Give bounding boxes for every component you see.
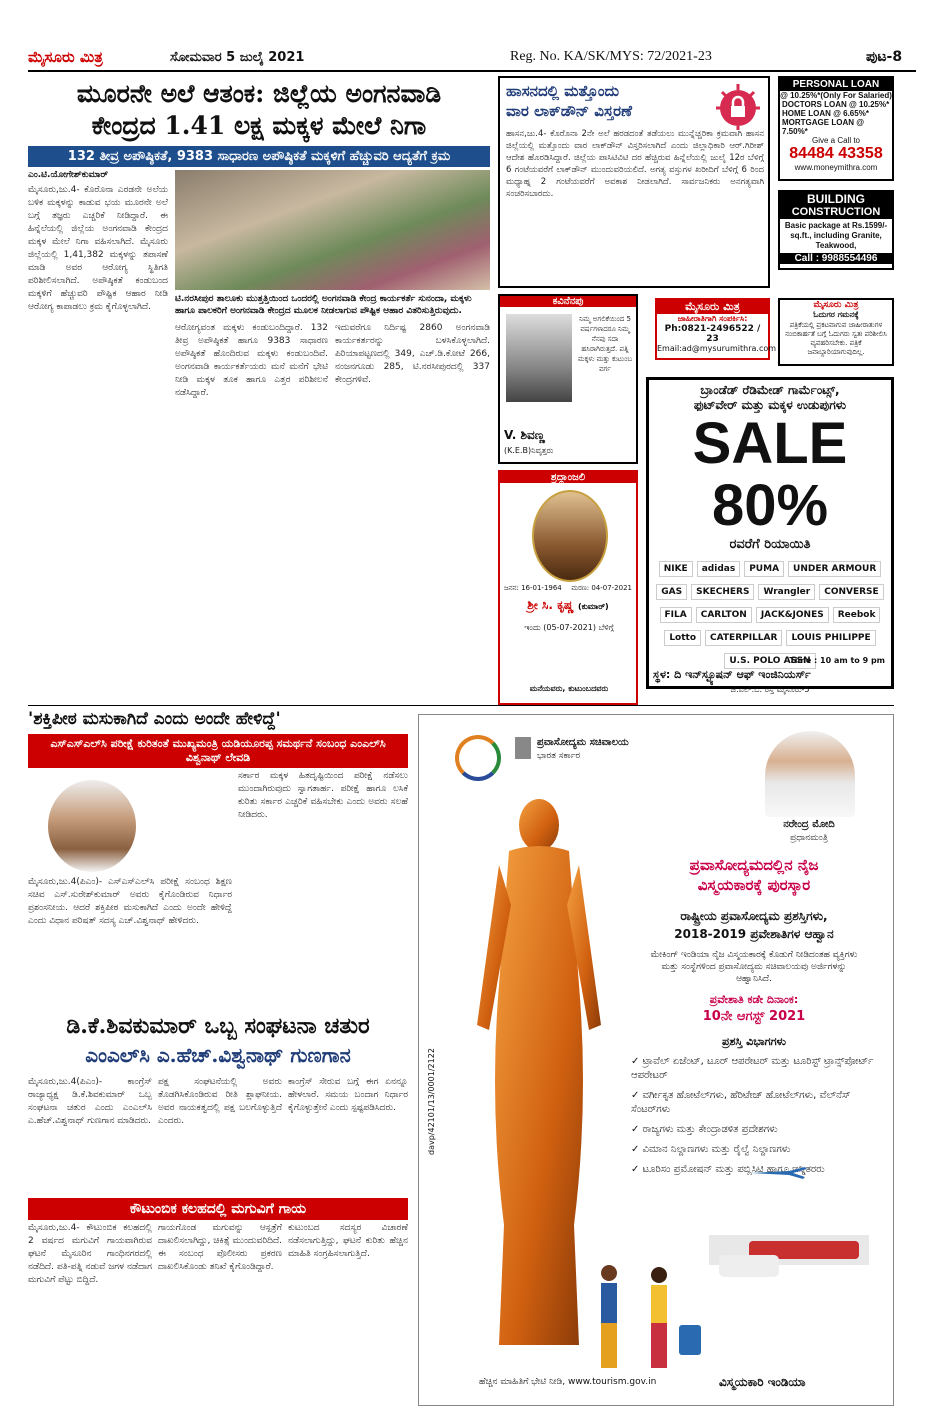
story4-headline: ಕೌಟುಂಬಿಕ ಕಲಹದಲ್ಲಿ ಮಗುವಿಗೆ ಗಾಯ — [28, 1198, 408, 1220]
award-category-item: ✓ ಟೂರಿಸಂ ಪ್ರಮೋಷನ್ ಮತ್ತು ಪಬ್ಲಿಸಿಟಿ ಹಾಗೂ ಇನ್ನಿತರರು — [631, 1164, 825, 1175]
mitra-ad-tagline: ಜಾಹೀರಾತಿಗಾಗಿ ಸಂಪರ್ಕಿಸಿ: — [677, 314, 748, 323]
loan-call-label: Give a Call to — [811, 136, 861, 145]
lead-column-3: ಇದುವರೆಗೂ ನಿರ್ದಿಷ್ಟ 2860 ಅಂಗನವಾಡಿ ಕಾರ್ಯಕರ್ತರನ್ನು ಬಳಸಿಕೊಳ್ಳಲಾಗಿದೆ. ಪಿರಿಯಾಪಟ್ಟಣದಲ್ಲಿ 349, ಎಚ್.ಡಿ.ಕೋಟೆ 266, ನಂಜನಗೂಡು 285, ಟಿ.ನರಸೀಪುರದಲ್ಲಿ 337 ಕೇಂದ್ರಗಳಿವೆ. — [335, 323, 490, 385]
obituary-2-text: ಇಂದು (05-07-2021) ಬೆಳಿಗ್ಗೆ — [524, 623, 614, 632]
loan-home: HOME LOAN @ 6.65%* — [782, 109, 869, 118]
tourism-footer-link[interactable]: ಹೆಚ್ಚಿನ ಮಾಹಿತಿಗೆ ಭೇಟಿ ನೀಡಿ, www.tourism.gov.in — [479, 1377, 657, 1387]
building-body: Basic package at Rs.1599/- sq.ft., including Granite, Teakwood, — [784, 221, 888, 250]
lead-column-2: ಆರೋಗ್ಯವಂತ ಮಕ್ಕಳು ಕಂಡುಬಂದಿದ್ದಾರೆ. 132 ತೀವ್ರ ಅಪೌಷ್ಠಿಕತೆ ಹಾಗೂ 9383 ಸಾಧಾರಣ ಅಪೌಷ್ಠಿಕತೆ ಹೊಂದಿರುವ ಮಕ್ಕಳು ಕಂಡುಬಂದಿವೆ. ಅಂಗನವಾಡಿ ಕಾರ್ಯಕರ್ತೆಯರು ಮನೆ ಮನೆಗೆ ಭೇಟಿ ನೀಡಿ ಮಕ್ಕಳ ತೂಕ ಹಾಗೂ ಎತ್ತರ ಪರಿಶೀಲನೆ ನಡೆಸಿದ್ದಾರೆ. — [175, 323, 328, 398]
sale-headline: SALE 80% — [692, 411, 848, 538]
story2-strip: ಎಸ್‌ಎಸ್‌ಎಲ್‌ಸಿ ಪರೀಕ್ಷೆ ಕುರಿತಂತೆ ಮುಖ್ಯಮಂತ್ರಿ ಯಡಿಯೂರಪ್ಪ ಸಮರ್ಥನೆ ಸಂಬಂಧ ಎಂಎಲ್‌ಸಿ ವಿಶ್ವನಾಥ್ ಲೇವಡಿ — [28, 734, 408, 768]
davp-code: davp/42101/13/0001/2122 — [427, 1048, 436, 1155]
readers-notice-body: ಪತ್ರಿಕೆಯಲ್ಲಿ ಪ್ರಕಟವಾಗುವ ಜಾಹೀರಾತುಗಳ ನಂಬಿಕಾರ್ಹತೆ ಬಗ್ಗೆ ಓದುಗರು ಸ್ವತಃ ಪರಿಶೀಲಿಸಿ ವ್ಯವಹರಿಸಬೇಕು. ಪತ್ರಿಕೆ ಜವಾಬ್ದಾರಿಯಾಗುವುದಿಲ್ಲ. — [785, 321, 887, 356]
mitra-ad-logo: ಮೈಸೂರು ಮಿತ್ರ — [657, 300, 768, 314]
brand-logo: CARLTON — [696, 607, 752, 623]
story3-column-3: ಕಾಂಗ್ರೆಸ್ ಸೇರುವ ಬಗ್ಗೆ ಈಗ ಏನನ್ನೂ ಹೇಳಲಾರೆ. ಸಮಯ ಬಂದಾಗ ನಿರ್ಧಾರ ಕೈಗೊಳ್ಳುತ್ತೇನೆ ಎಂದು ಸ್ಪಷ್ಟಪಡಿಸಿದರು. — [288, 1077, 408, 1113]
brand-logo: UNDER ARMOUR — [788, 561, 881, 577]
story4-column-2: ಗಾಯಗೊಂಡ ಮಗುವನ್ನು ಆಸ್ಪತ್ರೆಗೆ ದಾಖಲಿಸಲಾಗಿದ್ದು, ಚಿಕಿತ್ಸೆ ಮುಂದುವರಿದಿದೆ. ಈ ಸಂಬಂಧ ಪೊಲೀಸರು ಪ್ರಕರಣ ದಾಖಲಿಸಿಕೊಂಡು ತನಿಖೆ ಕೈಗೊಂಡಿದ್ದಾರೆ. — [158, 1223, 282, 1272]
lead-subhead-strip: 132 ತೀವ್ರ ಅಪೌಷ್ಠಿಕತೆ, 9383 ಸಾಧಾರಣ ಅಪೌಷ್ಠಿಕತೆ ಮಕ್ಕಳಿಗೆ ಹೆಚ್ಚುವರಿ ಆದ್ಯತೆಗೆ ಕ್ರಮ — [28, 146, 490, 167]
sale-top-2: ಫುಟ್‌ವೇರ್ ಮತ್ತು ಮಕ್ಕಳ ಉಡುಪುಗಳು — [693, 398, 847, 412]
building-title-1: BUILDING — [780, 192, 892, 206]
brand-logo: JACK&JONES — [756, 607, 829, 623]
obituary-2-portrait — [532, 490, 608, 582]
tourism-govt: ಭಾರತ ಸರ್ಕಾರ — [537, 751, 581, 761]
readers-notice-logo: ಮೈಸೂರು ಮಿತ್ರ — [813, 300, 859, 310]
building-title-2: CONSTRUCTION — [780, 206, 892, 219]
loan-doctors: DOCTORS LOAN @ 10.25%* — [782, 100, 890, 109]
brand-logo: SKECHERS — [691, 584, 754, 600]
obituary-shivanna — [498, 294, 638, 464]
obituary-1-header: ಕವಿನೆನಪು — [500, 296, 636, 307]
section-divider — [28, 705, 894, 706]
story4-column-3: ಕುಟುಂಬದ ಸದಸ್ಯರ ವಿಚಾರಣೆ ನಡೆಸಲಾಗುತ್ತಿದ್ದು, ಘಟನೆ ಕುರಿತು ಹೆಚ್ಚಿನ ಮಾಹಿತಿ ಸಂಗ್ರಹಿಸಲಾಗುತ್ತಿದೆ. — [288, 1223, 408, 1259]
sale-venue: ಸ್ಥಳ: ದಿ ಇನ್‌ಸ್ಟ್ಯೂಷನ್ ಆಫ್ ಇಂಜಿನಿಯರ್ಸ್ — [653, 668, 811, 681]
sale-discount-text: ರವರೆಗೆ ರಿಯಾಯಿತಿ — [729, 537, 811, 552]
anganwadi-photo — [175, 170, 490, 290]
photo-caption: ಟಿ.ನರಸೀಪುರ ತಾಲೂಕು ಮುತ್ತತ್ತಿಯಿಂದ ಒಂದರಲ್ಲಿ ಅಂಗನವಾಡಿ ಕೇಂದ್ರ ಕಾರ್ಯಕರ್ತೆ ಸುನಂದಾ, ಮಕ್ಕಳು ಹಾಗೂ ಪಾಲಕರಿಗೆ ಅಂಗನವಾಡಿ ಕೇಂದ್ರದ ಮೂಲಕ ನೀಡಲಾಗುವ ಪೌಷ್ಟಿಕ ಆಹಾರ ವಿತರಿಸುತ್ತಿರುವುದು. — [175, 294, 472, 316]
story3-column-2: ಪಕ್ಷ ಸಂಘಟನೆಯಲ್ಲಿ ಅವರು ತೊಡಗಿಸಿಕೊಂಡಿರುವ ರೀತಿ ಶ್ಲಾಘನೀಯ. ಅವರ ನಾಯಕತ್ವದಲ್ಲಿ ಪಕ್ಷ ಬಲಗೊಳ್ಳುತ್ತಿದೆ ಎಂದರು. — [158, 1077, 282, 1126]
hassan-body: ಹಾಸನ,ಜು.4- ಕೊರೊನಾ 2ನೇ ಅಲೆ ಹರಡದಂತೆ ತಡೆಯಲು ಮುನ್ನೆಚ್ಚರಿಕಾ ಕ್ರಮವಾಗಿ ಹಾಸನ ಜಿಲ್ಲೆಯಲ್ಲಿ ಮತ್ತೊಂದು ವಾರ ಲಾಕ್‌ಡೌನ್ ವಿಸ್ತರಿಸಲಾಗಿದೆ ಎಂದು ಜಿಲ್ಲಾಧಿಕಾರಿ ಆರ್.ಗಿರೀಶ್ ಆದೇಶ ಹೊರಡಿಸಿದ್ದಾರೆ. ಜಿಲ್ಲೆಯ ಪಾಸಿಟಿವಿಟಿ ದರ ಹೆಚ್ಚಿರುವ ಹಿನ್ನೆಲೆಯಲ್ಲಿ ಜುಲೈ 12ರ ಬೆಳಿಗ್ಗೆ 6 ಗಂಟೆಯವರೆಗೆ ಲಾಕ್‌ಡೌನ್ ಮುಂದುವರಿಯಲಿದೆ. ಅಗತ್ಯ ವಸ್ತುಗಳ ಖರೀದಿಗೆ ಬೆಳಿಗ್ಗೆ 6 ರಿಂದ ಮಧ್ಯಾಹ್ನ 2 ಗಂಟೆಯವರೆಗೆ ಅವಕಾಶ ನೀಡಲಾಗಿದೆ. ಸಾರ್ವಜನಿಕರು ಅನಗತ್ಯವಾಗಿ ಸಂಚರಿಸಬಾರದು. — [506, 129, 764, 199]
story2-column-2: ಸರ್ಕಾರ ಮಕ್ಕಳ ಹಿತದೃಷ್ಟಿಯಿಂದ ಪರೀಕ್ಷೆ ನಡೆಸಲು ಮುಂದಾಗಿರುವುದು ಸ್ವಾಗತಾರ್ಹ. ಪರೀಕ್ಷೆ ಹಾಗೂ ಲಸಿಕೆ ಕುರಿತು ಸರ್ಕಾರ ಎಚ್ಚರಿಕೆ ವಹಿಸಬೇಕು ಎಂದು ಅವರು ಸಲಹೆ ನೀಡಿದರು. — [238, 771, 408, 820]
obituary-1-portrait — [506, 314, 572, 402]
registration-number: Reg. No. KA/SK/MYS: 72/2021-23 — [510, 49, 712, 64]
lead-byline: ಎಂ.ಟಿ.ಯೋಗೇಶ್‌ಕುಮಾರ್ — [28, 170, 109, 180]
sale-timing: Time : 10 am to 9 pm — [789, 656, 885, 665]
story4-column-1: ಮೈಸೂರು,ಜು.4- ಕೌಟುಂಬಿಕ ಕಲಹದಲ್ಲಿ 2 ವರ್ಷದ ಮಗುವಿಗೆ ಗಾಯವಾಗಿರುವ ಘಟನೆ ಮೈಸೂರಿನ ಗಾಂಧಿನಗರದಲ್ಲಿ ನಡೆದಿದೆ. ಪತಿ-ಪತ್ನಿ ನಡುವೆ ಜಗಳ ನಡೆದಾಗ ಮಗುವಿಗೆ ಪೆಟ್ಟು ಬಿದ್ದಿದೆ. — [28, 1223, 152, 1285]
obituary-2-header: ಶ್ರದ್ಧಾಂಜಲಿ — [500, 472, 636, 483]
obituary-2-family: ಮನೆಯವರು, ಕುಟುಂಬದವರು — [529, 684, 609, 693]
hassan-story-box — [498, 76, 770, 288]
tourism-ad — [418, 714, 894, 1406]
readers-notice-subtitle: ಓದುಗರ ಗಮನಕ್ಕೆ — [813, 310, 859, 319]
award-category-item: ✓ ವರ್ಗೀಕೃತ ಹೋಟೆಲ್‌ಗಳು, ಹೆರಿಟೇಜ್ ಹೋಟೆಲ್‌ಗಳು, ವೆಲ್‌ನೆಸ್ ಸೆಂಟರ್‌ಗಳು — [631, 1090, 851, 1115]
story2-intro — [140, 770, 232, 870]
lead-headline-2: ಕೇಂದ್ರದ 1.41 ಲಕ್ಷ ಮಕ್ಕಳ ಮೇಲೆ ನಿಗಾ — [91, 111, 427, 140]
loan-title: PERSONAL LOAN — [780, 78, 892, 91]
tourism-title-2: ವಿಸ್ಮಯಕಾರಕ್ಕೆ ಪುರಸ್ಕಾರ — [697, 876, 811, 894]
obituary-1-org: (K.E.B)ನಿವೃತ್ತರು — [504, 446, 554, 455]
tourism-ministry: ಪ್ರವಾಸೋದ್ಯಮ ಸಚಿವಾಲಯ — [537, 737, 629, 748]
incredible-india-logo: ವಿಸ್ಮಯಕಾರಿ ಇಂಡಿಯಾ — [719, 1375, 806, 1389]
tourism-award-2: 2018-2019 ಪ್ರವೇಶಾತಿಗಳ ಆಹ್ವಾನ — [674, 927, 834, 941]
national-emblem-icon — [515, 737, 531, 759]
award-category-item: ✓ ಟ್ರಾವೆಲ್ ಏಜೆಂಟ್, ಟೂರ್ ಆಪರೇಟರ್ ಮತ್ತು ಟೂರಿಸ್ಟ್ ಟ್ರಾನ್ಸ್‌ಪೋರ್ಟ್ ಆಪರೇಟರ್ — [631, 1056, 874, 1081]
brand-logo: PUMA — [744, 561, 784, 577]
issue-date: ಸೋಮವಾರ 5 ಜುಲೈ 2021 — [170, 50, 305, 65]
loan-rate: @ 10.25%*(Only For Salaried) — [780, 91, 892, 100]
tourism-title-1: ಪ್ರವಾಸೋದ್ಯಮದಲ್ಲಿನ ನೈಜ — [689, 856, 819, 874]
obituary-2-name: ಶ್ರೀ ಸಿ. ಕೃಷ್ಣ (ಕುಮಾರ್) — [527, 598, 609, 612]
brand-logo: U.S. POLO ASSN — [724, 653, 815, 669]
vishwanath-portrait — [48, 780, 136, 872]
story3-column-1: ಮೈಸೂರು,ಜು.4(ಪಿಎಂ)- ಕಾಂಗ್ರೆಸ್ ರಾಜ್ಯಾಧ್ಯಕ್ಷ ಡಿ.ಕೆ.ಶಿವಕುಮಾರ್ ಒಬ್ಬ ಸಂಘಟನಾ ಚತುರ ಎಂದು ಎಂಎಲ್‌ಸಿ ಎ.ಹೆಚ್.ವಿಶ್ವನಾಥ್ ಗುಣಗಾನ ಮಾಡಿದರು. — [28, 1077, 152, 1126]
obituary-2-died: ಮರಣ: 04-07-2021 — [571, 584, 632, 592]
loan-ad — [778, 76, 894, 181]
airplane-icon — [749, 1163, 809, 1181]
mitra-ad-email: Email:ad@mysurumithra.com — [657, 344, 777, 353]
page-number: ಪುಟ-8 — [866, 49, 903, 65]
obituary-2-born: ಜನನ: 16-01-1964 — [504, 584, 562, 592]
obituary-1-text: ನಿಮ್ಮ ಅಗಲಿಕೆಯಿಂದ 5 ವರ್ಷಗಳಾದರೂ ನಿಮ್ಮ ನೆನಪು ಸದಾ ಹಸಿರಾಗಿರುತ್ತದೆ. ಪತ್ನಿ ಮಕ್ಕಳು ಮತ್ತು ಕುಟುಂಬ ವರ್ಗ — [577, 315, 633, 373]
hassan-headline-1: ಹಾಸನದಲ್ಲಿ ಮತ್ತೊಂದು — [506, 82, 620, 100]
brand-logo: Lotto — [664, 630, 701, 646]
story3-headline-2: ಎಂಎಲ್‌ಸಿ ಎ.ಹೆಚ್.ವಿಶ್ವನಾಥ್ ಗುಣಗಾನ — [85, 1043, 351, 1067]
tourism-award-1: ರಾಷ್ಟ್ರೀಯ ಪ್ರವಾಸೋದ್ಯಮ ಪ್ರಶಸ್ತಿಗಳು, — [680, 909, 828, 923]
readers-notice — [778, 298, 894, 366]
brand-logo: adidas — [697, 561, 740, 577]
brand-logo: Reebok — [833, 607, 881, 623]
tourism-deadline: 10ನೇ ಆಗಸ್ಟ್ 2021 — [702, 1009, 806, 1024]
tourism-intro: ಮೇಕಿಂಗ್ ಇಂಡಿಯಾ ನೈಜ ವಿಸ್ಮಯಕಾರಕ್ಕೆ ಕೊಡುಗೆ ನೀಡಿದಂತಹ ವ್ಯಕ್ತಿಗಳು ಮತ್ತು ಸಂಸ್ಥೆಗಳಿಂದ ಪ್ರವಾಸೋದ್ಯಮ ಸಚಿವಾಲಯವು ಅರ್ಜಿಗಳನ್ನು ಆಹ್ವಾನಿಸಿದೆ. — [650, 950, 858, 984]
loan-phone: 84484 43358 — [789, 145, 883, 162]
garments-sale-ad — [646, 377, 894, 694]
building-construction-ad — [778, 190, 894, 270]
story3-headline-1: ಡಿ.ಕೆ.ಶಿವಕುಮಾರ್ ಒಬ್ಬ ಸಂಘಟನಾ ಚತುರ — [66, 1013, 370, 1039]
brand-logo: Wrangler — [758, 584, 815, 600]
award-category-item: ✓ ರಾಜ್ಯಗಳು ಮತ್ತು ಕೇಂದ್ರಾಡಳಿತ ಪ್ರದೇಶಗಳು — [631, 1124, 778, 1135]
virus-lock-icon — [712, 82, 764, 130]
newspaper-logo: ಮೈಸೂರು ಮಿತ್ರ — [28, 48, 103, 66]
brand-logo: NIKE — [659, 561, 693, 577]
tourism-deadline-label: ಪ್ರವೇಶಾತಿ ಕಡೇ ದಿನಾಂಕ: — [709, 993, 799, 1006]
obituary-1-name: V. ಶಿವಣ್ಣ — [504, 428, 545, 442]
mitra-ad-phone: Ph:0821-2496522 / 23 — [664, 324, 761, 344]
ek-bharat-logo-icon — [455, 735, 501, 781]
header-rule — [28, 70, 916, 72]
brand-logo: FILA — [660, 607, 692, 623]
obituary-krishna — [498, 470, 638, 705]
building-phone: Call : 9988554496 — [780, 253, 892, 264]
award-category-item: ✓ ವಿಮಾನ ನಿಲ್ದಾಣಗಳು ಮತ್ತು ರೈಲ್ವೆ ನಿಲ್ದಾಣಗಳು — [631, 1144, 791, 1155]
lead-headline-1: ಮೂರನೇ ಅಲೆ ಆತಂಕ: ಜಿಲ್ಲೆಯ ಅಂಗನವಾಡಿ — [76, 79, 442, 108]
hassan-headline-2: ವಾರ ಲಾಕ್‌ಡೌನ್ ವಿಸ್ತರಣೆ — [506, 102, 633, 120]
brand-logo: CONVERSE — [819, 584, 883, 600]
brand-logo: GAS — [656, 584, 687, 600]
mysuru-mitra-ad — [655, 298, 777, 360]
sale-top-1: ಬ್ರಾಂಡೆಡ್ ರೆಡಿಮೇಡ್ ಗಾರ್ಮೆಂಟ್ಸ್, — [700, 383, 840, 397]
train-illustration — [709, 1195, 869, 1285]
loan-mortgage: MORTGAGE LOAN @ 7.50%* — [782, 118, 865, 136]
pm-name: ನರೇಂದ್ರ ಮೋದಿ — [783, 819, 835, 830]
tourism-categories-title: ಪ್ರಶಸ್ತಿ ವಿಭಾಗಗಳು — [721, 1035, 787, 1048]
pm-portrait — [765, 731, 855, 817]
quote-headline: 'ಶಕ್ತಿಪೀಠ ಮಸುಕಾಗಿದೆ ಎಂದು ಅಂದೇ ಹೇಳಿದ್ದೆ' — [28, 709, 281, 729]
story2-column-1: ಮೈಸೂರು,ಜು.4(ಪಿಎಂ)- ಎಸ್‌ಎಸ್‌ಎಲ್‌ಸಿ ಪರೀಕ್ಷೆ ಸಂಬಂಧ ಶಿಕ್ಷಣ ಸಚಿವ ಎಸ್.ಸುರೇಶ್‌ಕುಮಾರ್ ಅವರು ಕೈಗೊಂಡಿರುವ ನಿರ್ಧಾರ ಪ್ರಶಂಸನೀಯ. ಆದರೆ ಶಕ್ತಿಪೀಠ ಮಸುಕಾಗಿದೆ ಎಂದು ಅಂದೇ ಹೇಳಿದ್ದೆ ಎಂದು ವಿಧಾನ ಪರಿಷತ್ ಸದಸ್ಯ ಎಚ್.ವಿಶ್ವನಾಥ್ ಹೇಳಿದರು. — [28, 877, 232, 926]
loan-website: www.moneymithra.com — [794, 163, 878, 172]
lead-column-1: ಮೈಸೂರು,ಜು.4- ಕೊರೊನಾ ಎರಡನೇ ಅಲೆಯ ಬಳಿಕ ಮಕ್ಕಳನ್ನು ಕಾಡುವ ಭಯ ಮೂರನೇ ಅಲೆ ಬಗ್ಗೆ ತಜ್ಞರು ಎಚ್ಚರಿಕೆ ನೀಡಿದ್ದಾರೆ. ಈ ಹಿನ್ನೆಲೆಯಲ್ಲಿ ಜಿಲ್ಲೆಯ ಅಂಗನವಾಡಿ ಕೇಂದ್ರದ ಮಕ್ಕಳ ಮೇಲೆ ನಿಗಾ ವಹಿಸಲಾಗಿದೆ. ಮೈಸೂರು ಜಿಲ್ಲೆಯಲ್ಲಿ 1,41,382 ಮಕ್ಕಳನ್ನು ತಪಾಸಣೆ ಮಾಡಿ ಅವರ ಆರೋಗ್ಯ ಸ್ಥಿತಿಗತಿ ಪರಿಶೀಲಿಸಲಾಗಿದೆ. ಅಪೌಷ್ಠಿಕತೆ ಕಂಡುಬಂದ ಮಕ್ಕಳಿಗೆ ಹೆಚ್ಚುವರಿ ಪೌಷ್ಟಿಕ ಆಹಾರ ನೀಡಿ ಆರೋಗ್ಯ ಕಾಪಾಡಲು ಕ್ರಮ ಕೈಗೊಳ್ಳಲಾಗಿದೆ. — [28, 185, 168, 312]
sale-address: ಜೆ.ಎಲ್.ಬಿ. ರಸ್ತೆ ಮೈಸೂರು-5 — [730, 685, 810, 694]
tourists-illustration — [579, 1255, 709, 1375]
brand-logo: LOUIS PHILIPPE — [786, 630, 875, 646]
brand-logo: CATERPILLAR — [705, 630, 782, 646]
pm-title: ಪ್ರಧಾನಮಂತ್ರಿ — [790, 833, 828, 843]
